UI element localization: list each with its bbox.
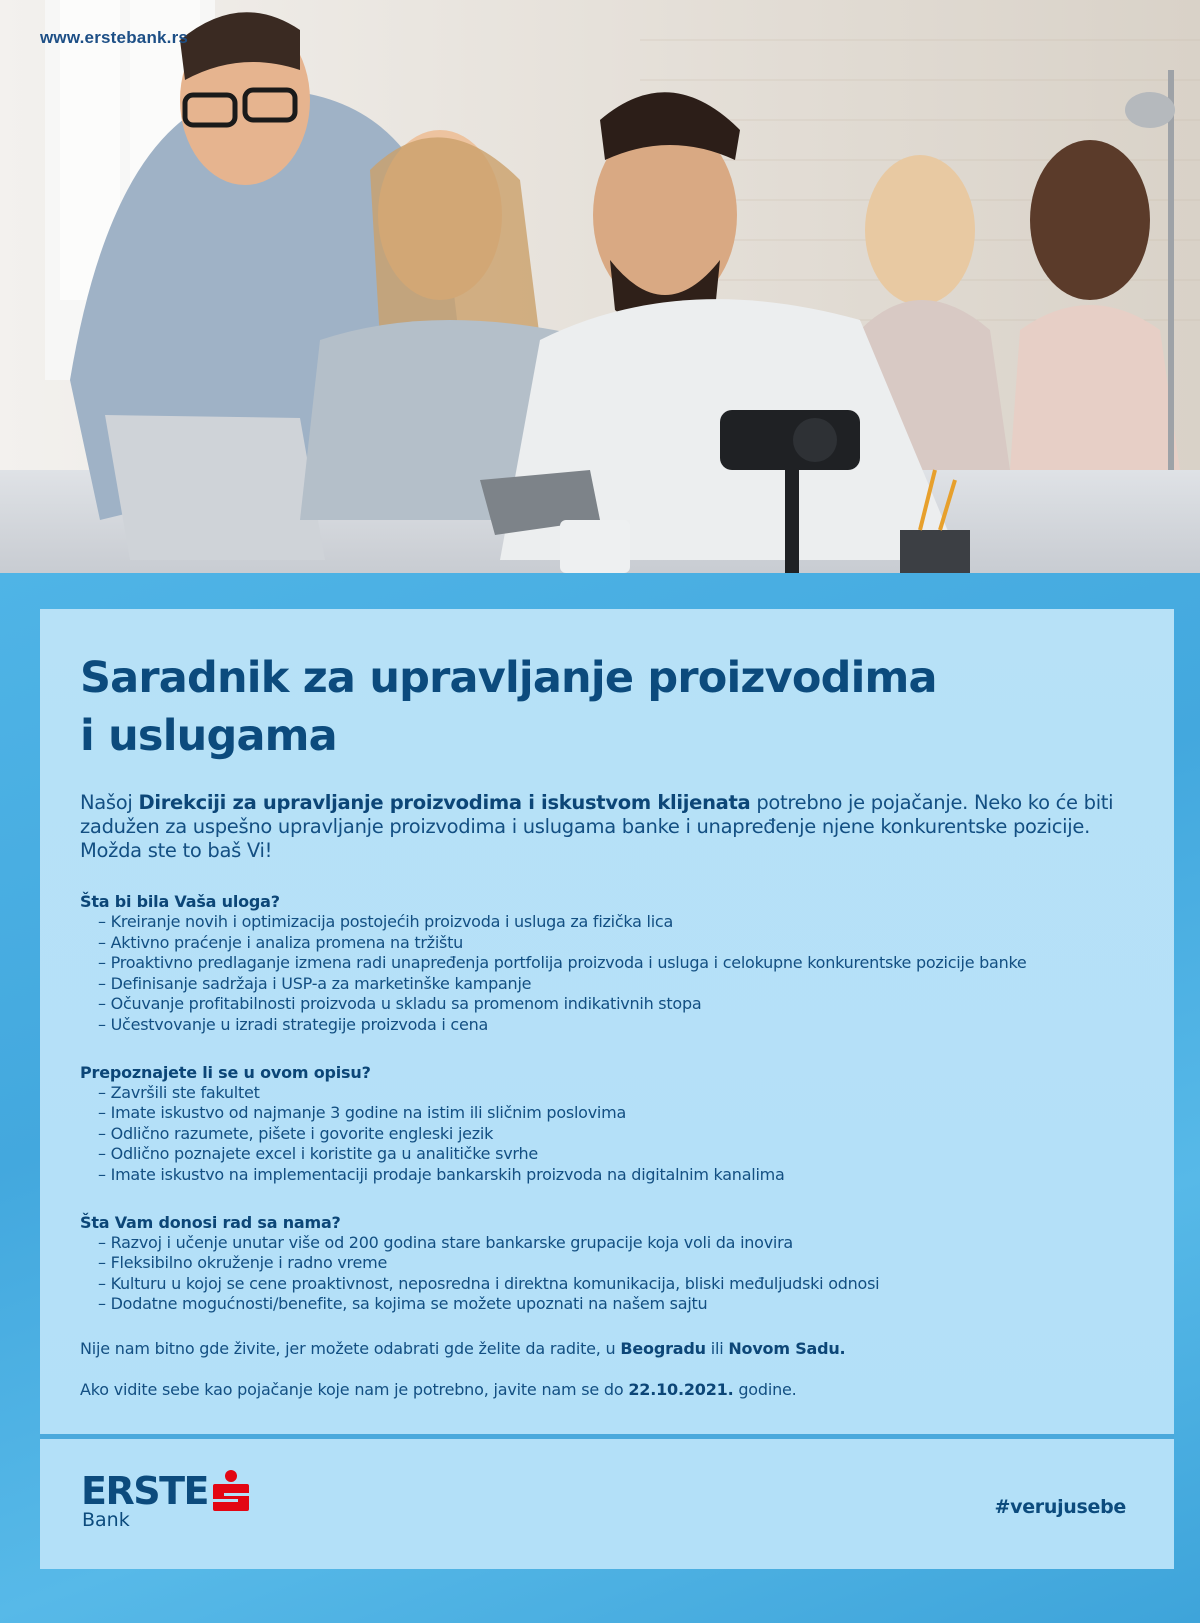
logo-subtitle: Bank — [82, 1509, 130, 1531]
list-item: – Proaktivno predlaganje izmena radi unapređenja portfolija proizvoda i usluga i celokupne konkurentske pozicije banke — [98, 953, 1134, 974]
section-title: Šta Vam donosi rad sa nama? — [80, 1212, 341, 1232]
footer — [40, 1439, 1174, 1569]
location-city-belgrade: Beogradu — [620, 1338, 706, 1358]
job-intro — [80, 791, 1134, 863]
list-item: – Učestvovanje u izradi strategije proizvoda i cena — [98, 1015, 1134, 1036]
location-paragraph — [80, 1338, 1134, 1359]
location-pre: Nije nam bitno gde živite, jer možete odabrati gde želite da radite, u — [80, 1338, 621, 1358]
team-photo-illustration — [0, 0, 1200, 573]
role-list — [80, 912, 1134, 1036]
list-item: – Razvoj i učenje unutar više od 200 godina stare bankarske grupacije koja voli da inovira — [98, 1233, 1134, 1254]
requirements-list — [80, 1083, 1134, 1186]
list-item: – Fleksibilno okruženje i radno vreme — [98, 1253, 1134, 1274]
list-item: – Odlično poznajete excel i koristite ga u analitičke svrhe — [98, 1144, 1134, 1165]
campaign-hashtag: #verujusebe — [994, 1496, 1126, 1518]
section-role — [80, 891, 1134, 1036]
deadline-pre: Ako vidite sebe kao pojačanje koje nam je potrebno, javite nam se do — [80, 1379, 629, 1399]
intro-department: Direkciji za upravljanje proizvodima i iskustvom klijenata — [138, 791, 751, 814]
deadline-date: 22.10.2021. — [628, 1379, 734, 1399]
job-title — [80, 649, 1040, 765]
intro-post: potrebno je pojačanje. Neko ko će biti zadužen za uspešno upravljanje proizvodima i uslugama banke i unapređenje njene konkurentske pozicije. Možda ste to baš Vi! — [80, 791, 1114, 862]
list-item: – Imate iskustvo na implementaciji prodaje bankarskih proizvoda na digitalnim kanalima — [98, 1165, 1134, 1186]
benefits-list — [80, 1233, 1134, 1315]
list-item: – Kulturu u kojoj se cene proaktivnost, neposredna i direktna komunikacija, bliski međuljudski odnosi — [98, 1274, 1134, 1295]
hero-photo — [0, 0, 1200, 573]
location-mid: ili — [705, 1338, 729, 1358]
job-title-line1: Saradnik za upravljanje proizvodima — [80, 653, 937, 703]
website-url[interactable]: www.erstebank.rs — [40, 28, 189, 47]
erste-s-logo-icon — [212, 1469, 250, 1513]
list-item: – Očuvanje profitabilnosti proizvoda u skladu sa promenom indikativnih stopa — [98, 994, 1134, 1015]
intro-pre: Našoj — [80, 791, 139, 814]
job-title-line2: i uslugama — [80, 711, 337, 761]
location-city-novi-sad: Novom Sadu. — [728, 1338, 846, 1358]
erste-bank-logo — [81, 1469, 250, 1531]
section-title: Šta bi bila Vaša uloga? — [80, 892, 280, 911]
section-title: Prepoznajete li se u ovom opisu? — [80, 1062, 371, 1082]
deadline-paragraph — [80, 1379, 1134, 1400]
list-item: – Definisanje sadržaja i USP-a za marketinške kampanje — [98, 974, 1134, 995]
section-requirements — [80, 1062, 1134, 1186]
list-item: – Dodatne mogućnosti/benefite, sa kojima se možete upoznati na našem sajtu — [98, 1294, 1134, 1315]
list-item: – Kreiranje novih i optimizacija postojećih proizvoda i usluga za fizička lica — [98, 912, 1134, 933]
list-item: – Završili ste fakultet — [98, 1083, 1134, 1104]
job-posting-card — [40, 609, 1174, 1434]
section-benefits — [80, 1212, 1134, 1315]
list-item: – Aktivno praćenje i analiza promena na tržištu — [98, 933, 1134, 954]
list-item: – Imate iskustvo od najmanje 3 godine na istim ili sličnim poslovima — [98, 1103, 1134, 1124]
logo-wordmark: ERSTE — [81, 1469, 208, 1513]
list-item: – Odlično razumete, pišete i govorite engleski jezik — [98, 1124, 1134, 1145]
deadline-post: godine. — [733, 1379, 797, 1399]
